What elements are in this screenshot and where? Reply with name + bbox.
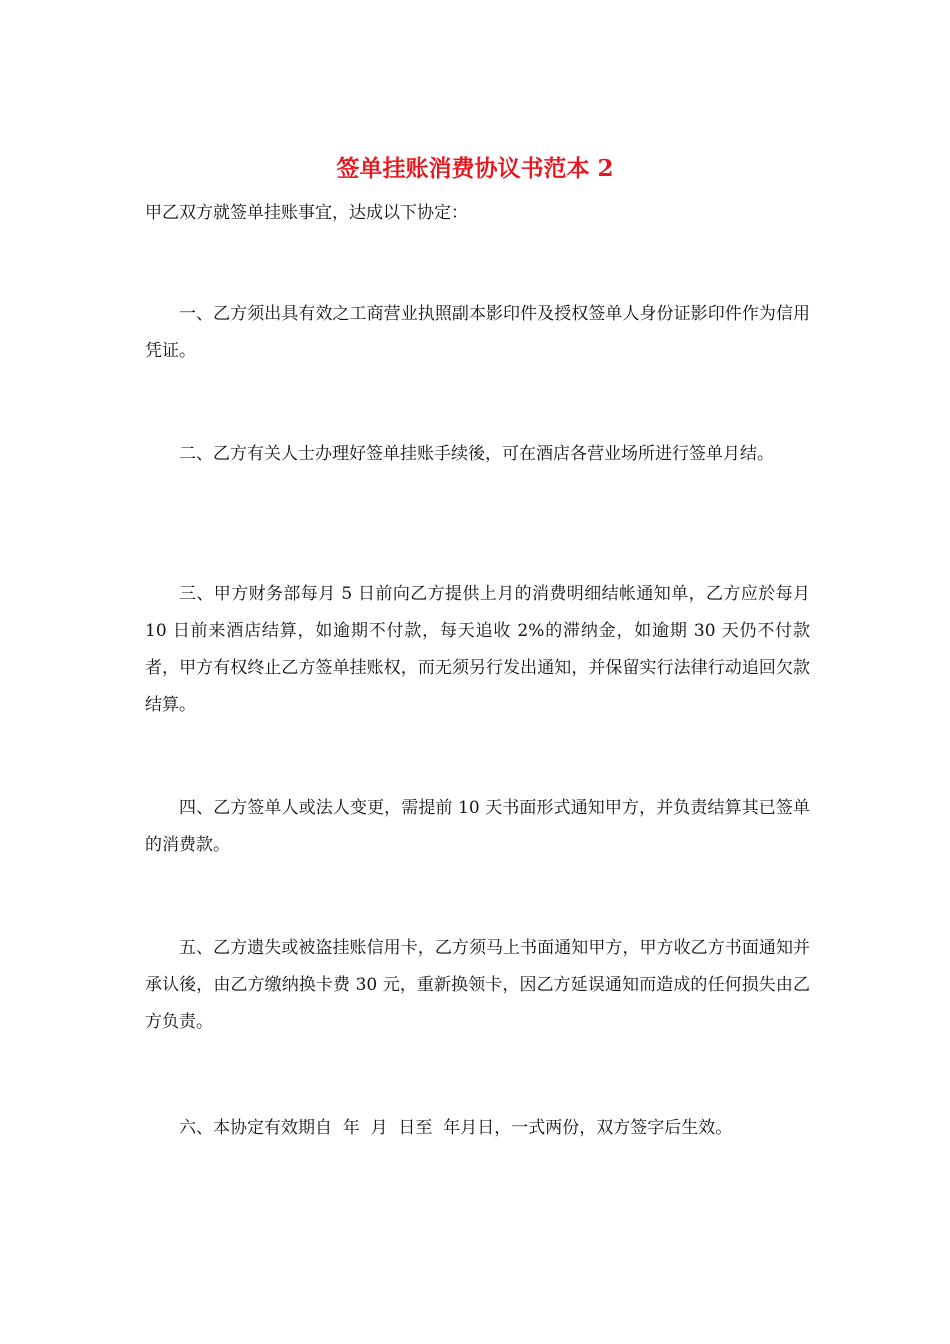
- clause-4: 四、乙方签单人或法人变更，需提前 10 天书面形式通知甲方，并负责结算其已签单的消费款。: [145, 798, 810, 855]
- clause-2: 二、乙方有关人士办理好签单挂账手续後，可在酒店各营业场所进行签单月结。: [179, 444, 774, 464]
- clause-6: 六、本协定有效期自 年 月 日至 年月日，一式两份，双方签字后生效。: [179, 1118, 733, 1138]
- document-title: 签单挂账消费协议书范本 2: [336, 155, 614, 182]
- clause-5: 五、乙方遗失或被盗挂账信用卡，乙方须马上书面通知甲方，甲方收乙方书面通知并承认後，由乙方缴纳换卡费 30 元，重新换领卡，因乙方延误通知而造成的任何损失由乙方负责。: [145, 938, 810, 1032]
- document-intro: 甲乙双方就签单挂账事宜，达成以下协定：: [145, 203, 468, 223]
- clause-3: 三、甲方财务部每月 5 日前向乙方提供上月的消费明细结帐通知单，乙方应於每月 10 日前来酒店结算，如逾期不付款，每天追收 2%的滞纳金，如逾期 30 天仍不付款者，甲方有权终止乙方签单挂账权，而无须另行发出通知，并保留实行法律行动追回欠款结算。: [145, 584, 810, 715]
- clause-1: 一、乙方须出具有效之工商营业执照副本影印件及授权签单人身份证影印件作为信用凭证。: [145, 304, 810, 361]
